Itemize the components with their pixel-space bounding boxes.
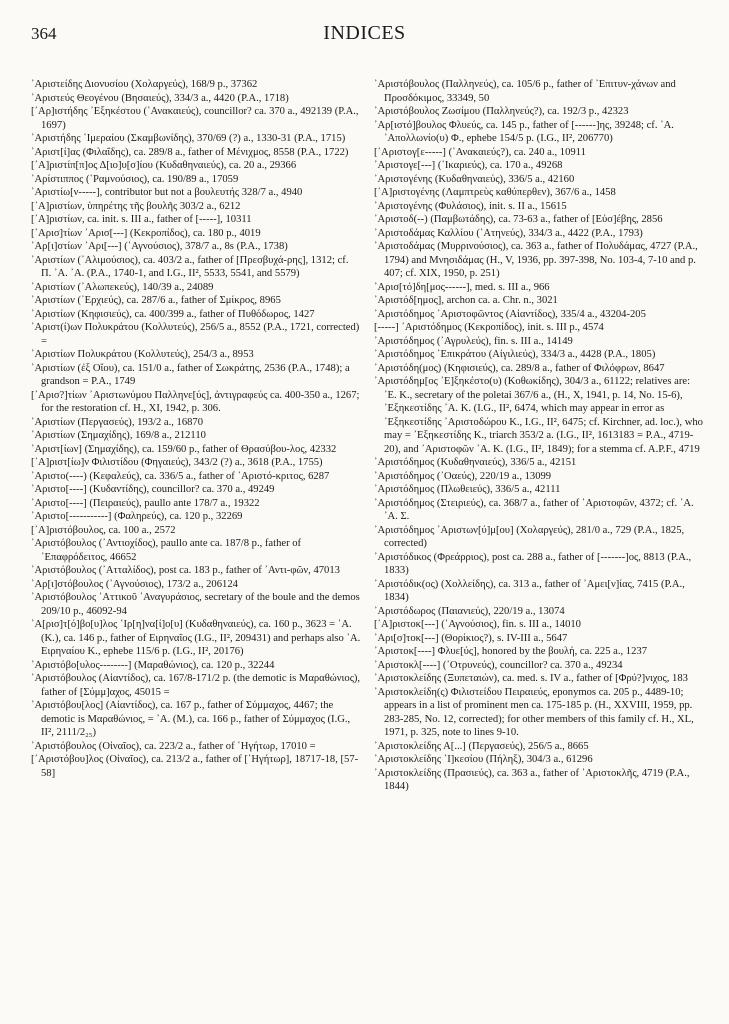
index-entry: ᾿Αριστίων (᾿Αλιμούσιος), ca. 403/2 a., father of [Πρεσβυχά-ρης], 1312; cf. Π. ᾿Α. ᾿Α. (P.A., 1740-1, and I.G., II², 5533, 5541, and 5579): [31, 254, 349, 279]
index-entry: ᾿Αριστίων (Σημαχίδης), 169/8 a., 212110: [31, 430, 206, 441]
index-entry: ᾿Αριστόδημος ᾿Επικράτου (Αἰγιλιεύς), 334/3 a., 4428 (P.A., 1805): [374, 349, 656, 360]
index-entry: ᾿Α[ρισ]τ[ό]βο[υ]λος ῾Ιρ[η]να[ί]ο[υ] (Κυδαθηναιεύς), ca. 160 p., 3623 = ᾿Α. (Κ.), ca. 146 p., father of Ειρηναῖος (I.G., II², 209431) and perhaps also ᾿Α. Ειρηναίου Κ., ephebe 115/6 p. (I.G., II², 20176): [31, 619, 361, 657]
index-entry: ᾿Αριστοδάμας (Μυρρινούσιος), ca. 363 a., father of Πολυδάμας, 4727 (P.A., 1794) and Μνησιδάμας (H., V, 1936, pp. 397-398, No. 103-4, 7-10 and p. 407; cf. XIX, 1950, p. 251): [374, 241, 698, 279]
index-entry: ᾿Αριστοκ[----] Φλυε[ύς], honored by the βουλή, ca. 225 a., 1237: [374, 646, 647, 657]
index-entry: ᾿Αριστόβουλος Ζωσίμου (Παλληνεύς?), ca. 192/3 p., 42323: [374, 106, 629, 117]
index-entry: ᾿Αριστίων (Κηφισιεύς), ca. 400/399 a., father of Πυθόδωρος, 1427: [31, 308, 315, 320]
index-entry: [᾿Α]ριστίων, ca. init. s. III a., father of [-----], 10311: [31, 214, 252, 225]
index-entry: [᾿Α]ριστόβουλος, ca. 100 a., 2572: [31, 524, 176, 536]
index-entry: ᾿Αριστοκλείδης (Πρασιεύς), ca. 363 a., father of ᾿Αριστοκλῆς, 4719 (P.A., 1844): [374, 767, 690, 792]
index-entry: ᾿Αριστοκλείδη(ς) Φιλιστείδου Πειραιεύς, eponymos ca. 205 p., 4489-10; appears in a list of prominent men ca. 175-185 p. (H., XXVIII, 1959, pp. 283-285, No. 12, corrected); for other members of this family cf. H., XL, 1971, p. 325, note to lines 9-10.: [374, 686, 694, 738]
index-entry: ᾿Αριστόδημος (Στειριεύς), ca. 368/7 a., father of ᾿Αριστοφῶν, 4372; cf. ᾿Α. ᾿Α. Σ.: [374, 497, 694, 522]
index-entry: ᾿Αρι[σ]τοκ[---] (Θορίκιος?), s. IV-III a., 5647: [374, 632, 568, 644]
index-entry: ᾿Αρ[ι]στίων ᾿Αρι[---] (᾿Αγνούσιος), 378/7 a., 8s (P.A., 1738): [31, 241, 288, 252]
index-entry: [᾿Α]ριστογένης (Λαμπτρεὺς καθύπερθεν), 367/6 a., 1458: [374, 187, 616, 198]
index-entry: [-----] ᾿Αριστόδημος (Κεκροπίδος), init. s. III p., 4574: [374, 322, 604, 333]
index-entry: ᾿Αριστίων (᾿Ερχιεύς), ca. 287/6 a., father of Σμίκρος, 8965: [31, 295, 281, 306]
index-entry: [᾿Α]ριστίπ[π]ος Δ[ιο]υ[σ]ίου (Κυδαθηναιεύς), ca. 20 a., 29366: [31, 160, 297, 171]
index-entry: ᾿Αριστίων Πολυκράτου (Κολλυτεύς), 254/3 a., 8953: [31, 349, 254, 360]
index-entry: ᾿Αριστογένης (Κυδαθηναιεύς), 336/5 a., 42160: [374, 173, 575, 185]
index-entry: ᾿Αρ[ι]στόβουλος (᾿Αγνούσιος), 173/2 a., 206124: [31, 578, 238, 590]
index-entry: ᾿Αριστεύς Θεογένου (Βησαιεύς), 334/3 a., 4420 (P.A., 1718): [31, 92, 289, 104]
index-entry: ᾿Αριστόβουλος ᾿Αττικοῦ ᾿Αναγυράσιος, secretary of the boule and the demos 209/10 p., 46092-94: [31, 592, 360, 617]
index-entry: ᾿Αριστόδημος (᾿Αγρυλεύς), fin. s. III a., 14149: [374, 335, 573, 347]
index-entry: ᾿Αριστόδικ(ος) (Χολλείδης), ca. 313 a., father of ᾿Αμει[ν]ίας, 7415 (P.A., 1834): [374, 578, 685, 603]
index-entry: ᾿Αριστοδάμας Καλλίου (᾿Ατηνεύς), 334/3 a., 4422 (P.A., 1793): [374, 227, 643, 239]
index-entry: ᾿Αριστείδης Διονυσίου (Χολαργεύς), 168/9 p., 37362: [31, 79, 258, 90]
index-entry: ᾿Αριστοκλ[----] (᾿Οτρυνεύς), councillor? ca. 370 a., 49234: [374, 659, 623, 671]
index-entry: ᾿Αριστίων (᾿Αλωπεκεύς), 140/39 a., 24089: [31, 281, 214, 293]
index-entry: ᾿Αριστόβου[λος] (Αἰαντίδος), ca. 167 p., father of Σύμμαχος, 4467; the demotic is Μαραθώνιος, = ᾿Α. (Μ.), ca. 166 p., father of Σύμμαχος (I.G., II², 2111/2₂₅): [31, 700, 351, 738]
index-entry: ᾿Αριστόδικος (Φρεάρριος), post ca. 288 a., father of [-------]ος, 8813 (P.A., 1833): [374, 551, 692, 576]
index-entry: [᾿Αρισ?]τίων ᾿Αριστωνύμου Παλληνε[ύς], ἀντιγραφεύς ca. 400-350 a., 1267; for the restoration cf. H., XI, 1942, p. 306.: [31, 389, 360, 414]
index-entry: ᾿Αριστόδημος (Κυδαθηναιεύς), 336/5 a., 42151: [374, 457, 577, 468]
index-entry: [᾿Αριστογ[ε-----] (᾿Ανακαιεύς?), ca. 240 a., 10911: [374, 146, 586, 158]
index-entry: ᾿Αριστήδης ῾Ιμεραίου (Σκαμβωνίδης), 370/69 (?) a., 1330-31 (P.A., 1715): [31, 133, 346, 144]
index-entry: ᾿Αριστόδημ[ος ᾿Ε]ξηκέστο(υ) (Κοθωκίδης), 304/3 a., 61122; relatives are: ᾿Ε. Κ., secretary of the poletai 367/6 a., (H., X, 1941, p. 14, No. 15-6), ᾿Εξηκεστίδης ᾿Α. Κ. (I.G., II², 6474, which may appear in error as ᾿Εξηκεστίδης ᾿Αριστοδώρου Κ., I.G., II², 6475; cf. Kirchner, ad. loc.), who may = ᾿Εξηκεστίδης Κ., triarch 353/2 a. (I.G., II², 1613183 = P.A., 4719-20), and ᾿Αριστοφῶν ᾿Α. Κ. (I.G., II², 1849); for a stemma cf. A.P.F., 4719: [374, 376, 703, 455]
index-entry: ᾿Αρίστιππος (῾Ραμνούσιος), ca. 190/89 a., 17059: [31, 173, 239, 185]
index-entry: [᾿Α]ριστοκ[---] (᾿Αγνούσιος), fin. s. III a., 14010: [374, 619, 581, 630]
left-column: [31, 78, 361, 780]
index-entry: ᾿Αριστόδημος (᾿Οαεύς), 220/19 a., 13099: [374, 470, 552, 482]
index-entry: ᾿Αρισ[τό]δη[μος------], med. s. III a., 966: [374, 281, 550, 293]
index-entry: ᾿Αριστίων (Περγασεύς), 193/2 a., 16870: [31, 416, 204, 428]
index-entry: ᾿Αριστογένης (Φυλάσιος), init. s. II a., 15615: [374, 200, 567, 212]
index-entry: ᾿Αριστ[ίων] (Σημαχίδης), ca. 159/60 p., father of Θρασύβου-λος, 42332: [31, 443, 337, 455]
index-entry: ᾿Αριστόβουλος (Αἰαντίδος), ca. 167/8-171/2 p. (the demotic is Μαραθώνιος), father of [Σύμμ]αχος, 45015 =: [31, 673, 361, 698]
index-entry: ᾿Αριστοκλείδης (Ξυπεταιών), ca. med. s. IV a., father of [Φρύ?]νιχος, 183: [374, 673, 688, 684]
index-entry: ᾿Αρ[ιστό]βουλος Φλυεύς, ca. 145 p., father of [------]ης, 39248; cf. ᾿Α. ᾿Απολλωνίο(υ) Φ., ephebe 154/5 p. (I.G., II², 206770): [374, 119, 674, 144]
index-entry: ᾿Αριστίω[ν-----], contributor but not a βουλευτής 328/7 a., 4940: [31, 187, 303, 198]
index-entry: ᾿Αριστοκλείδης ᾿Ι]κεσίου (Πήληξ), 304/3 a., 61296: [374, 754, 593, 765]
index-entry: ᾿Αριστόδ[ημος], archon ca. a. Chr. n., 3021: [374, 295, 558, 306]
page-number: 364: [31, 24, 57, 43]
index-entry: ᾿Αριστο[----] (Κυδαντίδης), councillor? ca. 370 a., 49249: [31, 484, 275, 495]
right-column: [374, 78, 704, 794]
index-entry: [᾿Αρ]ιστήδης ᾿Εξηκέστου (᾿Ανακαιεύς), councillor? ca. 370 a., 492139 (P.A., 1697): [31, 106, 359, 131]
index-entry: ᾿Αριστόδημος ᾿Αριστοφῶντος (Αἰαντίδος), 335/4 a., 43204-205: [374, 308, 646, 320]
index-entry: ᾿Αριστόβουλος (Οἰναῖος), ca. 223/2 a., father of ῾Ηγήτωρ, 17010 =: [31, 740, 316, 752]
index-entry: ᾿Αριστο[-----------] (Φαληρεύς), ca. 120 p., 32269: [31, 511, 243, 522]
index-entry: ᾿Αριστόδωρος (Παιανιεύς), 220/19 a., 13074: [374, 605, 565, 617]
index-entry: ᾿Αριστόβουλος (Παλληνεύς), ca. 105/6 p., father of ᾿Επιτυν-χάνων and Προσδόκιμος, 33349, 50: [374, 79, 676, 104]
index-entry: [᾿Αριστόβου]λος (Οἰναῖος), ca. 213/2 a., father of [῾Ηγήτωρ], 18717-18, [57-58]: [31, 754, 359, 779]
index-entry: ᾿Αριστόδημος ᾿Αριστων[ύ]μ[ου] (Χολαργεύς), 281/0 a., 729 (P.A., 1825, corrected): [374, 524, 685, 549]
running-head: INDICES: [323, 22, 406, 44]
page-header: [0, 20, 729, 50]
index-entry: ᾿Αριστόδημος (Πλωθειεύς), 336/5 a., 42111: [374, 484, 561, 495]
index-entry: ᾿Αριστόβουλος (᾿Αντιοχίδος), paullo ante ca. 187/8 p., father of ᾿Επαφρόδειτος, 46652: [31, 538, 302, 563]
index-entry: [᾿Α]ριστίων, ὑπηρέτης τῆς βουλῆς 303/2 a., 6212: [31, 200, 241, 212]
index-entry: ᾿Αριστ(ί)ων Πολυκράτου (Κολλυτεύς), 256/5 a., 8552 (P.A., 1721, corrected) =: [31, 322, 360, 347]
index-entry: ᾿Αριστο(----) (Κεφαλεύς), ca. 336/5 a., father of ᾿Αριστό-κριτος, 6287: [31, 470, 330, 482]
index-entry: ᾿Αριστίων (ἐξ Οἴου), ca. 151/0 a., father of Σωκράτης, 2536 (P.A., 1748); a grandson = P.A., 1749: [31, 362, 350, 387]
index-entry: ᾿Αριστο[----] (Πειραιεύς), paullo ante 178/7 a., 19322: [31, 497, 260, 509]
index-entry: ᾿Αριστόδη(μος) (Κηφισιεύς), ca. 289/8 a., father of Φιλόφρων, 8647: [374, 362, 665, 374]
index-entry: [᾿Αρισ]τίων ᾿Αρισ[---] (Κεκροπίδος), ca. 180 p., 4019: [31, 227, 261, 239]
index-entry: ᾿Αριστογε[---] (᾿Ικαριεύς), ca. 170 a., 49268: [374, 160, 563, 171]
index-entry: ᾿Αριστοδ(--) (Παμβωτάδης), ca. 73-63 a., father of [Εὐσ]έβης, 2856: [374, 214, 663, 225]
index-entry: ᾿Αριστόβο[υλος--------] (Μαραθώνιος), ca. 120 p., 32244: [31, 659, 275, 671]
index-entry: ᾿Αριστ[ί]ας (Φιλαΐδης), ca. 289/8 a., father of Μένιχμος, 8558 (P.A., 1722): [31, 146, 349, 158]
index-entry: ᾿Αριστοκλείδης Α[...] (Περγασεύς), 256/5 a., 8665: [374, 740, 589, 752]
index-entry: [᾿Α]ριστ[ίω]ν Φιλιστίδου (Φηγαιεύς), 343/2 (?) a., 3618 (P.A., 1755): [31, 457, 323, 468]
index-entry: ᾿Αριστόβουλος (᾿Ατταλίδος), post ca. 183 p., father of ᾿Αντι-φῶν, 47013: [31, 565, 340, 576]
